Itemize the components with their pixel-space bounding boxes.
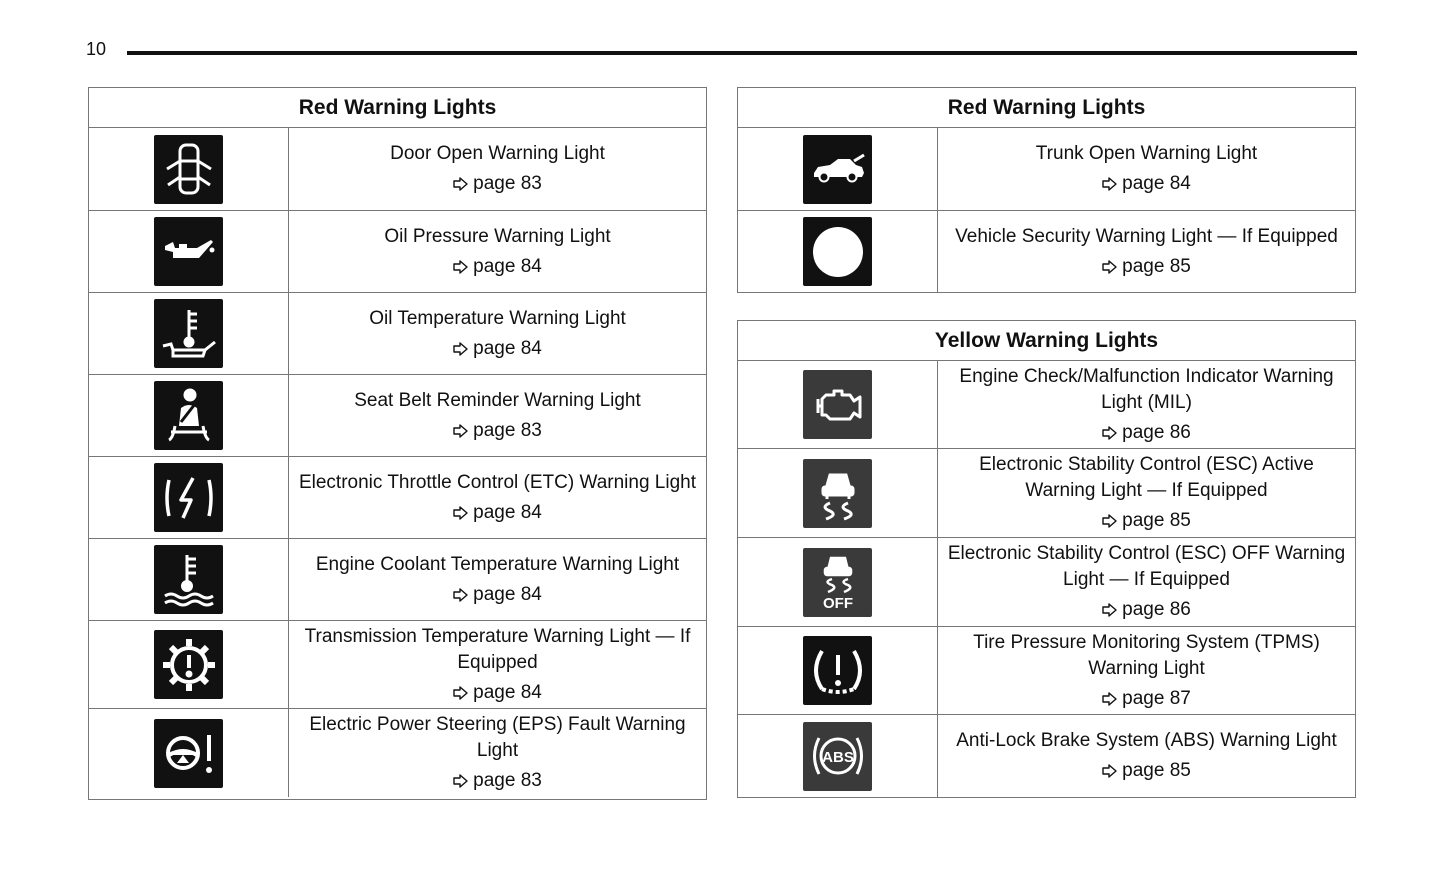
row-label: Electronic Throttle Control (ETC) Warning Light: [298, 471, 697, 493]
arrow-right-icon: [453, 260, 468, 274]
table-row: [738, 128, 1355, 211]
trunk-open-icon: [803, 135, 872, 204]
row-label: Transmission Temperature Warning Light — If Equipped: [304, 625, 691, 673]
row-label: Electronic Stability Control (ESC) OFF Warning Light — If Equipped: [947, 543, 1346, 590]
door-open-icon: [154, 135, 223, 204]
table-row: [89, 293, 706, 375]
page-link[interactable]: page 84: [473, 337, 542, 359]
row-label: Anti-Lock Brake System (ABS) Warning Light: [956, 730, 1337, 751]
page-link[interactable]: page 84: [473, 501, 542, 523]
row-label: Trunk Open Warning Light: [1035, 143, 1258, 164]
arrow-right-icon: [1102, 603, 1117, 617]
tpms-icon: [803, 636, 872, 705]
arrow-right-icon: [453, 774, 468, 788]
table-title: Red Warning Lights: [738, 88, 1355, 128]
row-label: Electric Power Steering (EPS) Fault Warning Light: [309, 714, 686, 761]
table-row: [738, 715, 1355, 797]
vehicle-security-icon: [803, 217, 872, 286]
esc-off-text: OFF: [822, 595, 853, 612]
arrow-right-icon: [453, 506, 468, 520]
table-row: [738, 211, 1355, 292]
row-label: Engine Check/Malfunction Indicator Warning Light (MIL): [959, 365, 1334, 413]
esc-active-icon: [803, 459, 872, 528]
page-link[interactable]: page 85: [1122, 760, 1191, 781]
row-label: Vehicle Security Warning Light — If Equipped: [955, 225, 1338, 247]
row-label: Electronic Stability Control (ESC) Active Warning Light — If Equipped: [979, 454, 1314, 501]
arrow-right-icon: [1102, 692, 1117, 706]
abs-text: ABS: [821, 749, 854, 766]
row-label: Engine Coolant Temperature Warning Light: [315, 553, 680, 575]
abs-icon: [803, 722, 872, 791]
header-rule: [127, 51, 1357, 55]
page-link[interactable]: page 86: [1122, 421, 1191, 443]
page-link[interactable]: page 85: [1122, 510, 1191, 531]
row-label: Oil Temperature Warning Light: [369, 307, 626, 329]
page-link[interactable]: page 84: [473, 255, 542, 277]
page-link[interactable]: page 83: [473, 173, 542, 194]
page-link[interactable]: page 85: [1122, 255, 1191, 277]
row-label: Door Open Warning Light: [390, 143, 605, 164]
table-row: [89, 375, 706, 457]
arrow-right-icon: [453, 588, 468, 602]
arrow-right-icon: [453, 342, 468, 356]
page-link[interactable]: page 84: [1122, 173, 1191, 194]
coolant-temperature-icon: [154, 545, 223, 614]
page-link[interactable]: page 84: [473, 681, 542, 703]
arrow-right-icon: [453, 686, 468, 700]
page-link[interactable]: page 84: [473, 583, 542, 605]
table-title: Red Warning Lights: [89, 88, 706, 128]
arrow-right-icon: [1102, 764, 1117, 778]
arrow-right-icon: [453, 424, 468, 438]
arrow-right-icon: [1102, 177, 1117, 191]
oil-temperature-icon: [154, 299, 223, 368]
oil-pressure-icon: [154, 217, 223, 286]
table-row: [89, 539, 706, 621]
page-link[interactable]: page 86: [1122, 599, 1191, 620]
power-steering-icon: [154, 719, 223, 788]
engine-check-icon: [803, 370, 872, 439]
seat-belt-icon: [154, 381, 223, 450]
table-row: [89, 457, 706, 539]
table-row: [738, 361, 1355, 449]
page-link[interactable]: page 83: [473, 770, 542, 791]
arrow-right-icon: [453, 177, 468, 191]
row-label: Oil Pressure Warning Light: [384, 225, 611, 247]
page-link[interactable]: page 83: [473, 419, 542, 441]
table-row: [89, 128, 706, 211]
esc-off-icon: [803, 548, 872, 617]
table-row: [89, 709, 706, 797]
table-row: [89, 621, 706, 709]
row-label: Tire Pressure Monitoring System (TPMS) Warning Light: [973, 631, 1320, 679]
transmission-temperature-icon: [154, 630, 223, 699]
throttle-control-icon: [154, 463, 223, 532]
arrow-right-icon: [1102, 426, 1117, 440]
table-row: [738, 627, 1355, 715]
page-number: 10: [86, 39, 107, 59]
table-title: Yellow Warning Lights: [738, 321, 1355, 361]
right-yellow-warning-table: [737, 320, 1356, 798]
right-red-warning-table: [737, 87, 1356, 293]
table-row: [738, 449, 1355, 538]
row-label: Seat Belt Reminder Warning Light: [354, 389, 641, 411]
table-row: [738, 538, 1355, 627]
arrow-right-icon: [1102, 514, 1117, 528]
arrow-right-icon: [1102, 260, 1117, 274]
left-red-warning-table: [88, 87, 707, 800]
page-link[interactable]: page 87: [1122, 687, 1191, 709]
table-row: [89, 211, 706, 293]
